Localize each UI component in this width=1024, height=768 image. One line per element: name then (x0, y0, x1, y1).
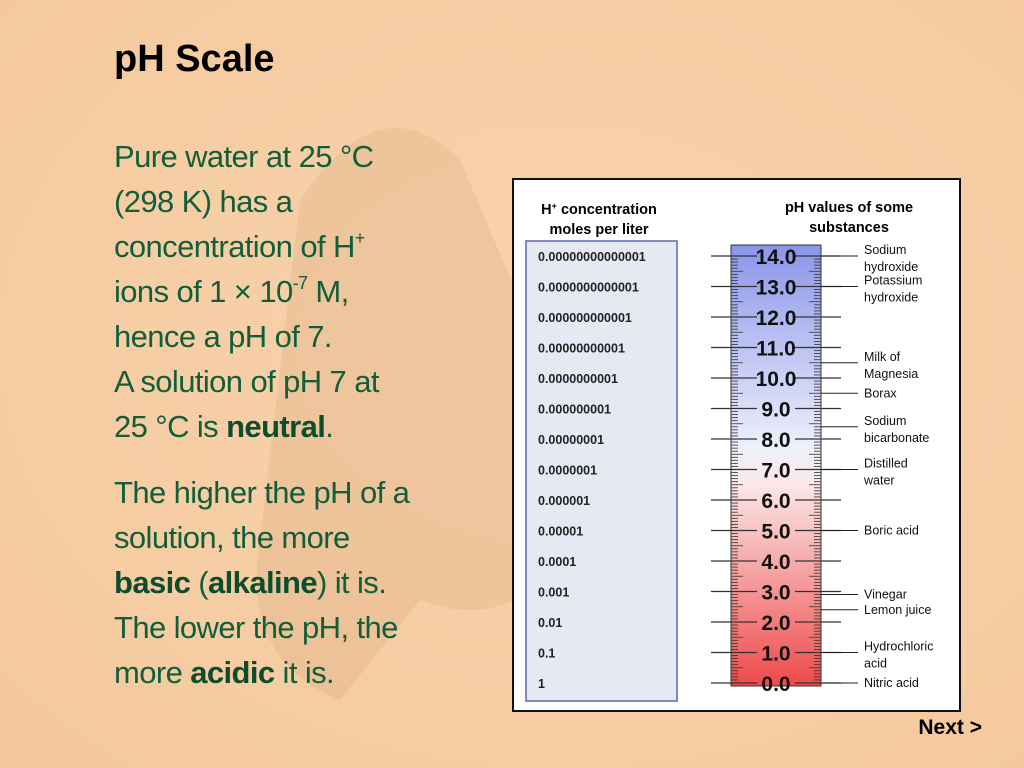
ph-value-label: 8.0 (761, 429, 791, 452)
concentration-value: 0.000000001 (538, 402, 611, 417)
substance-label: water (864, 473, 895, 488)
concentration-value: 0.0000001 (538, 463, 598, 478)
substance-label: Distilled (864, 456, 908, 471)
text-line: The higher the pH of a (114, 475, 410, 510)
ph-value-label: 12.0 (755, 307, 797, 330)
ph-value-label: 2.0 (761, 612, 791, 635)
text-line: hence a pH of 7. (114, 319, 332, 354)
concentration-value: 0.0001 (538, 555, 577, 569)
ph-value-label: 9.0 (761, 398, 791, 422)
ph-value-label: 1.0 (761, 642, 791, 666)
ph-value-label: 11.0 (756, 337, 796, 361)
ph-scale-diagram (512, 178, 961, 712)
concentration-value: 1 (538, 677, 545, 691)
text-span: M, (307, 274, 349, 309)
concentration-value: 0.00000001 (538, 433, 605, 447)
substance-label: Vinegar (864, 587, 907, 602)
ph-value-label: 4.0 (761, 551, 791, 574)
substance-label: Sodium (864, 413, 907, 428)
text-line (114, 404, 494, 449)
concentration-value: 0.001 (538, 585, 570, 600)
text-line (114, 224, 494, 269)
ph-value-label: 13.0 (755, 276, 797, 300)
concentration-value: 0.000000000001 (538, 311, 632, 325)
text-span: 25 °C is (114, 409, 227, 444)
concentration-value: 0.0000000000001 (538, 280, 639, 295)
bold-term-alkaline: alkaline (208, 565, 317, 600)
substance-label: bicarbonate (864, 430, 930, 445)
bold-term-neutral: neutral (226, 409, 326, 444)
substance-label: Potassium (864, 273, 923, 288)
substance-label: Magnesia (864, 366, 919, 381)
substance-label: Lemon juice (864, 602, 932, 617)
ph-scale-values (751, 245, 801, 696)
h-concentration-header: H+ concentration (541, 201, 657, 218)
h-concentration-header-line2: moles per liter (549, 222, 649, 238)
ph-values-header-line2: substances (809, 220, 889, 236)
superscript: + (354, 228, 365, 248)
bold-term-acidic: acidic (190, 655, 275, 690)
superscript: -7 (292, 273, 308, 293)
paragraph-basic-acidic (114, 470, 494, 695)
text-span: ions of 1 × 10 (114, 274, 293, 309)
substance-label: hydroxide (864, 260, 919, 274)
substance-label: Milk of (864, 349, 901, 364)
text-span: ) it is. (316, 565, 387, 600)
paragraph-neutral (114, 134, 494, 449)
slide-title: pH Scale (114, 38, 275, 80)
text-line (114, 560, 494, 605)
concentration-value: 0.00001 (538, 524, 584, 539)
text-line: A solution of pH 7 at (114, 364, 379, 399)
text-span: more (114, 655, 191, 690)
bold-term-basic: basic (114, 565, 191, 600)
text-line: (298 K) has a (114, 184, 293, 219)
text-line (114, 650, 494, 695)
ph-scale-svg (514, 180, 959, 710)
text-line: Pure water at 25 °C (114, 139, 374, 174)
ph-value-label: 5.0 (761, 520, 791, 544)
concentration-value: 0.00000000001 (538, 341, 625, 356)
ph-value-label: 0.0 (761, 673, 791, 696)
concentration-value: 0.1 (538, 646, 556, 661)
concentration-value: 0.00000000000001 (538, 250, 646, 264)
ph-value-label: 14.0 (755, 246, 797, 269)
ph-value-label: 6.0 (761, 490, 791, 513)
text-line: solution, the more (114, 520, 350, 555)
ph-value-label: 10.0 (755, 368, 797, 391)
substance-label: Boric acid (864, 523, 919, 538)
substance-label: hydroxide (864, 290, 919, 305)
text-span: it is. (274, 655, 335, 690)
substance-label: acid (864, 656, 887, 671)
concentration-value: 0.000001 (538, 494, 591, 508)
text-line (114, 269, 494, 314)
ph-values-header: pH values of some (784, 200, 914, 216)
text-line: The lower the pH, the (114, 610, 398, 645)
substance-labels (821, 243, 933, 690)
text-span: concentration of H (114, 229, 355, 264)
substance-label: Nitric acid (864, 676, 919, 690)
concentration-value: 0.0000000001 (538, 372, 618, 386)
concentration-value: 0.01 (538, 616, 563, 630)
ph-value-label: 7.0 (761, 459, 791, 483)
text-span: ( (190, 565, 209, 600)
substance-label: Borax (864, 386, 897, 401)
text-span: . (325, 409, 334, 444)
substance-label: Hydrochloric (864, 639, 934, 654)
ph-value-label: 3.0 (761, 581, 791, 605)
next-button[interactable]: Next > (918, 716, 982, 739)
substance-label: Sodium (864, 243, 907, 257)
